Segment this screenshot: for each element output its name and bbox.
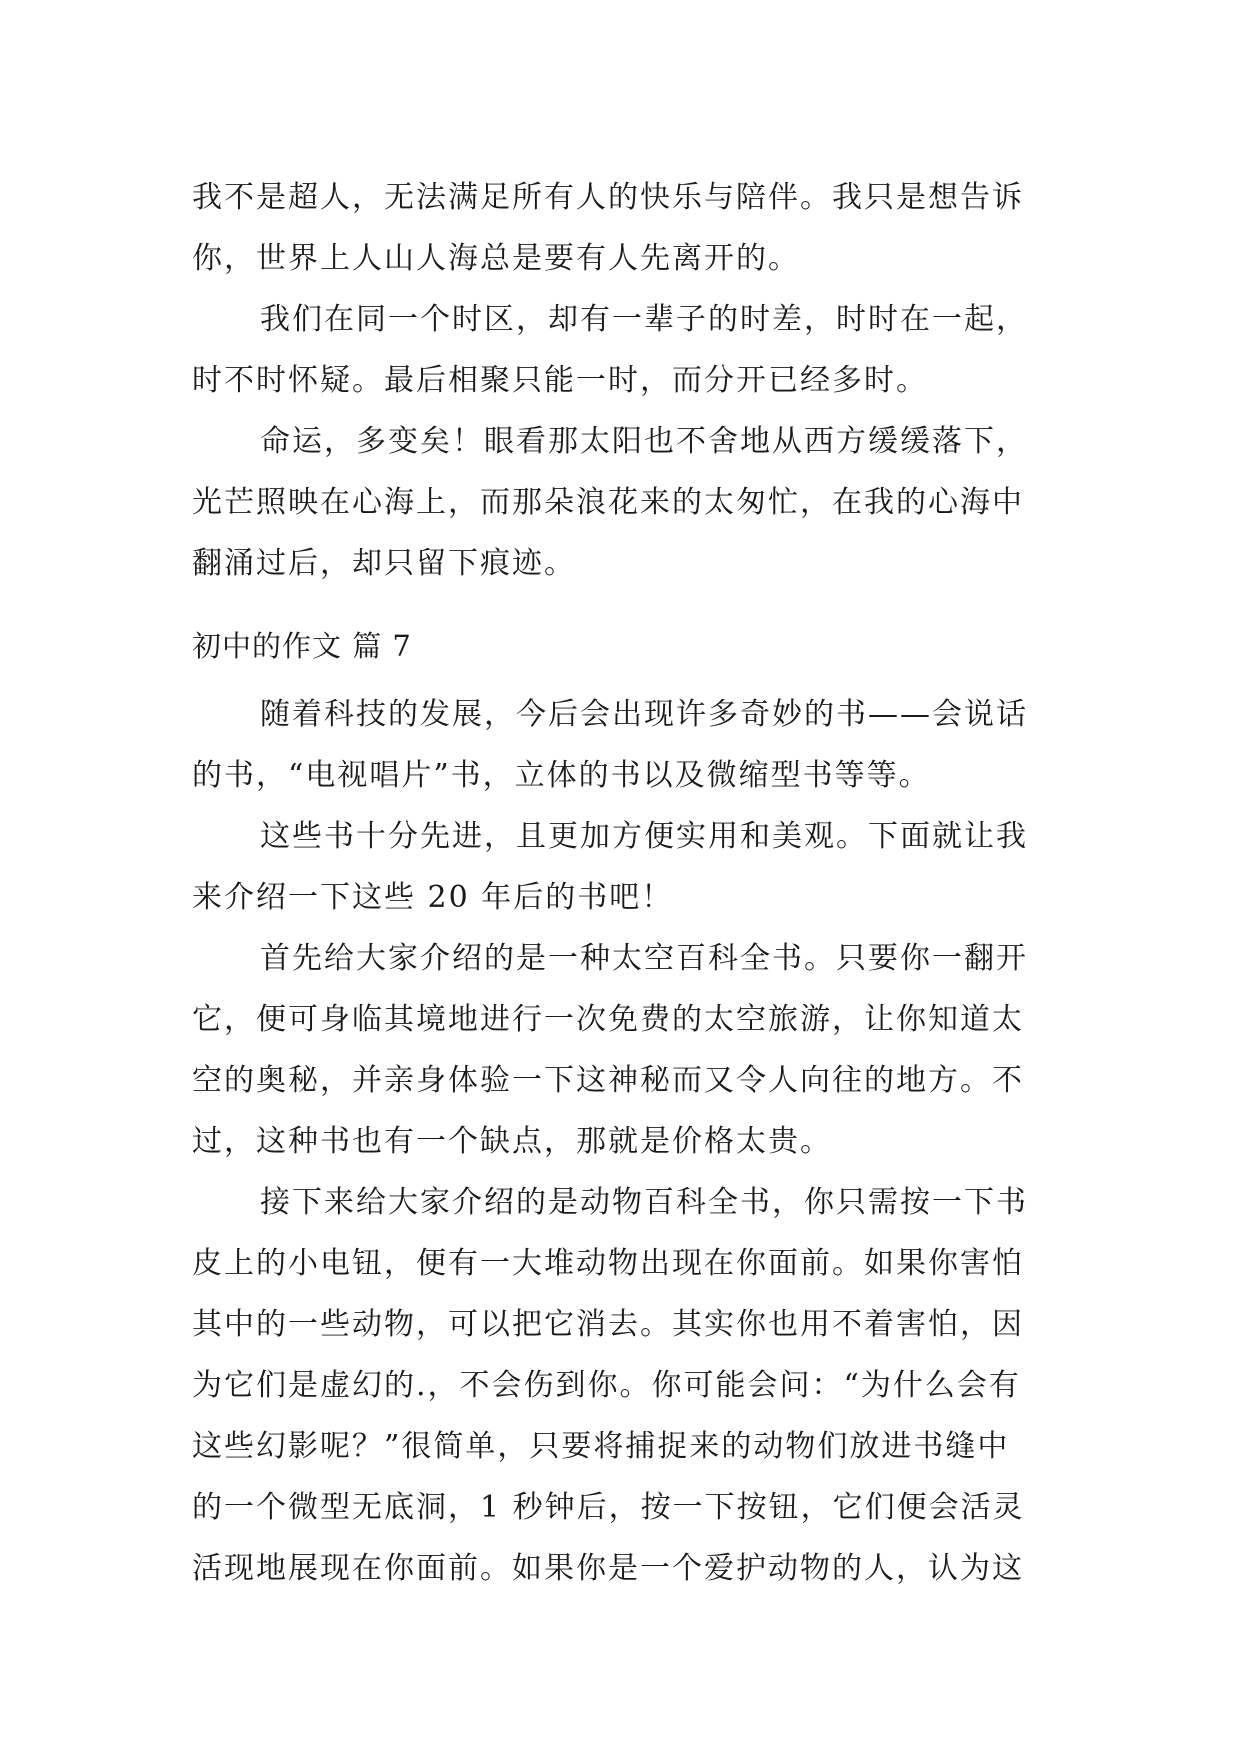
text-line: 你，世界上人山人海总是要有人先离开的。 xyxy=(192,241,800,276)
text-line: 的一个微型无底洞，1 秒钟后，按一下按钮，它们便会活灵 xyxy=(192,1490,1025,1525)
paragraph-4 xyxy=(192,684,1062,806)
paragraph-1 xyxy=(192,167,1062,289)
text-line: 这些幻影呢？”很简单，只要将捕捉来的动物们放进书缝中 xyxy=(192,1429,1010,1464)
text-line: 光芒照映在心海上，而那朵浪花来的太匆忙，在我的心海中 xyxy=(192,485,1024,520)
paragraph-3 xyxy=(192,411,1062,594)
paragraph-5 xyxy=(192,806,1062,928)
text-line: 它，便可身临其境地进行一次免费的太空旅游，让你知道太 xyxy=(192,1002,1024,1037)
text-line: 首先给大家介绍的是一种太空百科全书。只要你一翻开 xyxy=(260,941,1028,976)
text-line: 来介绍一下这些 20 年后的书吧！ xyxy=(192,880,674,915)
top-section xyxy=(192,167,1062,594)
text-line: 我不是超人，无法满足所有人的快乐与陪伴。我只是想告诉 xyxy=(192,180,1024,215)
text-line: 时不时怀疑。最后相聚只能一时，而分开已经多时。 xyxy=(192,363,928,398)
text-line: 翻涌过后，却只留下痕迹。 xyxy=(192,546,576,581)
paragraph-2 xyxy=(192,289,1062,411)
text-line: 其中的一些动物，可以把它消去。其实你也用不着害怕，因 xyxy=(192,1307,1024,1342)
text-line: 的书，“电视唱片”书，立体的书以及微缩型书等等。 xyxy=(192,758,931,793)
text-line: 随着科技的发展，今后会出现许多奇妙的书——会说话 xyxy=(260,697,1028,732)
paragraph-7 xyxy=(192,1172,1062,1599)
text-line: 这些书十分先进，且更加方便实用和美观。下面就让我 xyxy=(260,819,1028,854)
section-heading: 初中的作文 篇 7 xyxy=(192,629,412,663)
text-line: 活现地展现在你面前。如果你是一个爱护动物的人，认为这 xyxy=(192,1551,1024,1586)
text-line: 接下来给大家介绍的是动物百科全书，你只需按一下书 xyxy=(260,1185,1028,1220)
text-line: 我们在同一个时区，却有一辈子的时差，时时在一起， xyxy=(260,302,1028,337)
main-section xyxy=(192,684,1062,1599)
text-line: 命运，多变矣！眼看那太阳也不舍地从西方缓缓落下， xyxy=(260,424,1028,459)
text-line: 空的奥秘，并亲身体验一下这神秘而又令人向往的地方。不 xyxy=(192,1063,1024,1098)
paragraph-6 xyxy=(192,928,1062,1172)
text-line: 皮上的小电钮，便有一大堆动物出现在你面前。如果你害怕 xyxy=(192,1246,1024,1281)
text-line: 过，这种书也有一个缺点，那就是价格太贵。 xyxy=(192,1124,832,1159)
text-line: 为它们是虚幻的.，不会伤到你。你可能会问：“为什么会有 xyxy=(192,1368,1021,1403)
